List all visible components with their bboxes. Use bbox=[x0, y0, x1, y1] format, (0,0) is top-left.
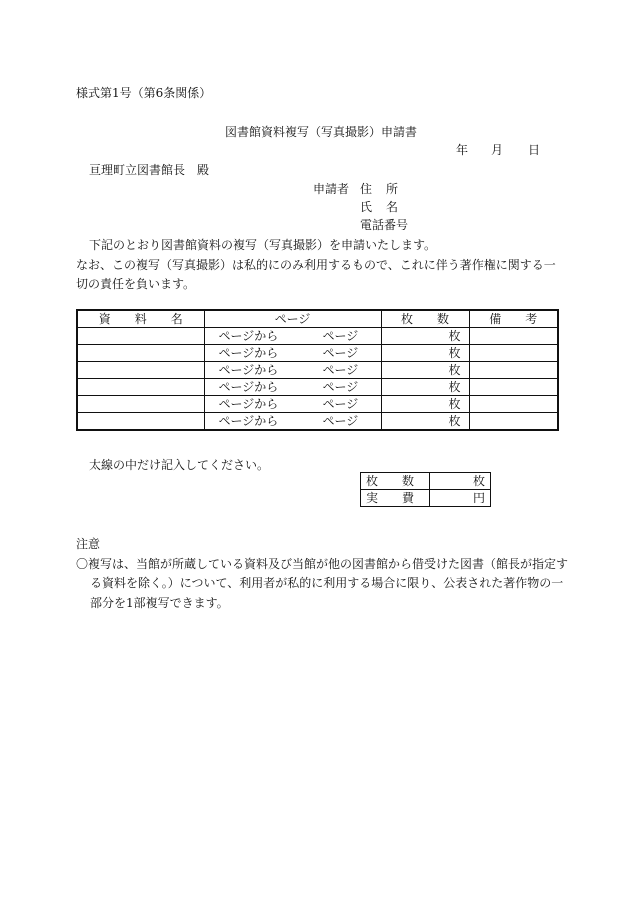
remarks-cell[interactable] bbox=[469, 328, 558, 345]
count-unit: 枚 bbox=[448, 380, 461, 394]
fee-table bbox=[360, 472, 491, 507]
remarks-cell[interactable] bbox=[469, 379, 558, 396]
notes-line: る資料を除く。）について、利用者が私的に利用する場合に限り、公表された著作物の一 bbox=[90, 576, 564, 590]
page-to-label: ページ bbox=[322, 329, 359, 343]
table-row bbox=[77, 396, 558, 413]
count-cell[interactable] bbox=[381, 379, 469, 396]
count-unit: 枚 bbox=[448, 346, 461, 360]
name-label: 氏名 bbox=[360, 200, 413, 214]
address-label: 住所 bbox=[360, 182, 413, 196]
page-from-label: ページから bbox=[218, 397, 279, 411]
count-unit: 枚 bbox=[448, 363, 461, 377]
header-material-name: 資 料 名 bbox=[77, 310, 204, 328]
page-to-label: ページ bbox=[322, 380, 359, 394]
date-day-label: 日 bbox=[528, 143, 541, 157]
material-name-cell[interactable] bbox=[77, 328, 204, 345]
request-paragraph: 下記のとおり図書館資料の複写（写真撮影）を申請いたします。 bbox=[89, 238, 437, 252]
header-remarks: 備 考 bbox=[469, 310, 558, 328]
pages-cell[interactable] bbox=[204, 345, 381, 362]
header-pages: ページ bbox=[204, 310, 381, 328]
document-title: 図書館資料複写（写真撮影）申請書 bbox=[225, 125, 418, 139]
request-table bbox=[76, 309, 559, 431]
remarks-cell[interactable] bbox=[469, 345, 558, 362]
pages-cell[interactable] bbox=[204, 379, 381, 396]
count-cell[interactable] bbox=[381, 362, 469, 379]
page-from-label: ページから bbox=[218, 346, 279, 360]
count-cell[interactable] bbox=[381, 345, 469, 362]
applicant-label: 申請者 bbox=[313, 182, 350, 196]
material-name-cell[interactable] bbox=[77, 379, 204, 396]
pages-cell[interactable] bbox=[204, 328, 381, 345]
page-from-label: ページから bbox=[218, 380, 279, 394]
fee-cost-value: 円 bbox=[430, 490, 491, 507]
count-cell[interactable] bbox=[381, 413, 469, 431]
responsibility-paragraph-line1: なお、この複写（写真撮影）は私的にのみ利用するもので、これに伴う著作権に関する一 bbox=[76, 258, 556, 272]
page-to-label: ページ bbox=[322, 397, 359, 411]
notes-line: 〇複写は、当館が所蔵している資料及び当館が他の図書館から借受けた図書（館長が指定す bbox=[76, 557, 569, 571]
header-count: 枚 数 bbox=[381, 310, 469, 328]
material-name-cell[interactable] bbox=[77, 413, 204, 431]
page-to-label: ページ bbox=[322, 346, 359, 360]
notes-line: 部分を1部複写できます。 bbox=[90, 596, 229, 610]
table-row bbox=[77, 345, 558, 362]
fee-row bbox=[361, 473, 491, 490]
count-unit: 枚 bbox=[448, 414, 461, 428]
material-name-cell[interactable] bbox=[77, 362, 204, 379]
fill-instruction: 太線の中だけ記入してください。 bbox=[89, 458, 270, 472]
pages-cell[interactable] bbox=[204, 396, 381, 413]
table-row bbox=[77, 413, 558, 431]
notes-heading: 注意 bbox=[76, 537, 101, 551]
pages-cell[interactable] bbox=[204, 362, 381, 379]
count-unit: 枚 bbox=[448, 397, 461, 411]
date-year-label: 年 bbox=[456, 143, 469, 157]
remarks-cell[interactable] bbox=[469, 362, 558, 379]
count-unit: 枚 bbox=[448, 329, 461, 343]
page-to-label: ページ bbox=[322, 363, 359, 377]
pages-cell[interactable] bbox=[204, 413, 381, 431]
table-row bbox=[77, 362, 558, 379]
remarks-cell[interactable] bbox=[469, 413, 558, 431]
page-from-label: ページから bbox=[218, 363, 279, 377]
page-to-label: ページ bbox=[322, 414, 359, 428]
table-row bbox=[77, 379, 558, 396]
material-name-cell[interactable] bbox=[77, 396, 204, 413]
fee-count-label: 枚 数 bbox=[361, 473, 430, 490]
phone-label: 電話番号 bbox=[360, 218, 409, 232]
fee-cost-label: 実 費 bbox=[361, 490, 430, 507]
request-table-header bbox=[77, 310, 558, 328]
page-from-label: ページから bbox=[218, 329, 279, 343]
count-cell[interactable] bbox=[381, 328, 469, 345]
addressee: 亘理町立図書館長 殿 bbox=[89, 163, 210, 177]
material-name-cell[interactable] bbox=[77, 345, 204, 362]
date-month-label: 月 bbox=[491, 143, 504, 157]
responsibility-paragraph-line2: 切の責任を負います。 bbox=[76, 277, 196, 291]
fee-row bbox=[361, 490, 491, 507]
page-from-label: ページから bbox=[218, 414, 279, 428]
fee-count-value: 枚 bbox=[430, 473, 491, 490]
form-number: 様式第1号（第6条関係） bbox=[76, 86, 212, 100]
remarks-cell[interactable] bbox=[469, 396, 558, 413]
table-row bbox=[77, 328, 558, 345]
count-cell[interactable] bbox=[381, 396, 469, 413]
